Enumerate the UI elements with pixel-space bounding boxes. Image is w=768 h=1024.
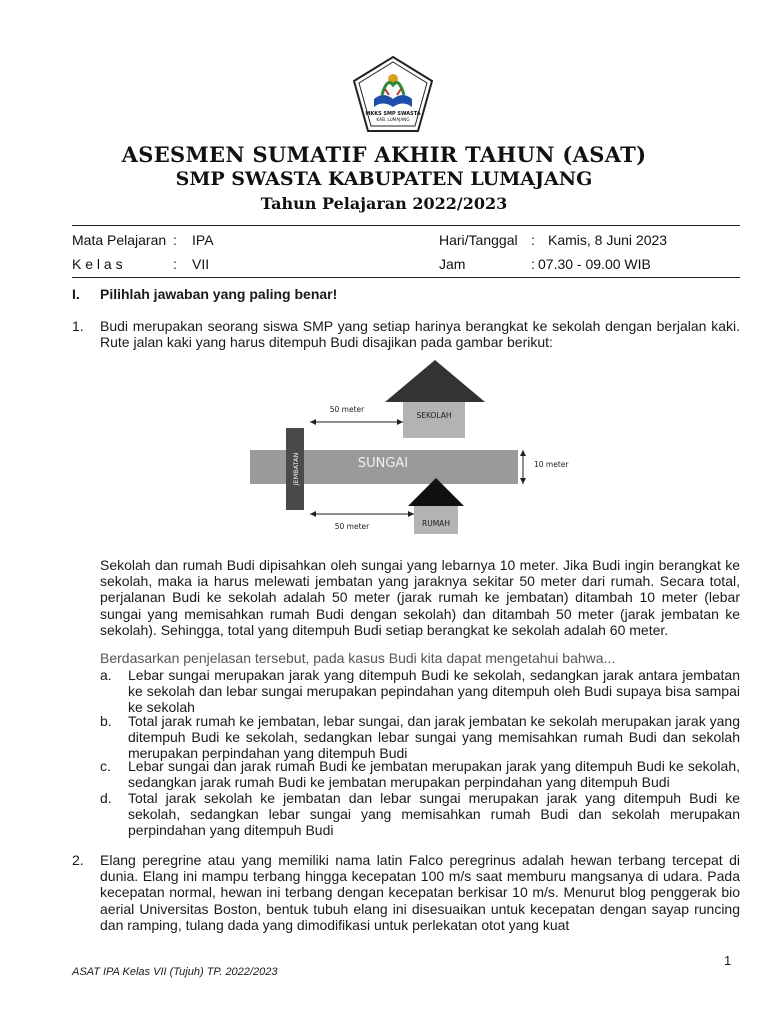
school-subtitle: SMP SWASTA KABUPATEN LUMAJANG [175, 168, 593, 190]
footer-text: ASAT IPA Kelas VII (Tujuh) TP. 2022/2023 [72, 966, 278, 978]
option-a-text: Lebar sungai merupakan jarak yang ditempuh Budi ke sekolah, sedangkan jarak antara jembatan ke sekolah dan lebar sungai merupakan pepindahan yang ditempuh oleh Budi supaya bisa sampai ke sekolah [128, 667, 740, 716]
logo-text-line1: MKKS SMP SWASTA [365, 111, 421, 117]
question-2-number: 2. [72, 852, 84, 868]
section-instruction: Pilihlah jawaban yang paling benar! [100, 286, 338, 302]
question-1-stem: Berdasarkan penjelasan tersebut, pada kasus Budi kita dapat mengetahui bahwa... [100, 650, 616, 666]
school-building [403, 402, 465, 438]
logo-text-line2: KAB. LUMAJANG [376, 117, 410, 122]
subject-label: Mata Pelajaran [72, 232, 167, 248]
option-c-letter: c. [100, 758, 111, 774]
class-value: VII [192, 256, 210, 272]
school-logo [352, 55, 434, 133]
option-c-text: Lebar sungai dan jarak rumah Budi ke jembatan merupakan jarak yang ditempuh Budi ke sekolah, sedangkan jarak rumah Budi ke jembatan merupakan perpindahan yang ditempuh Budi [128, 758, 740, 791]
option-b-text: Total jarak rumah ke jembatan, lebar sungai, dan jarak jembatan ke sekolah merupakan jarak yang ditempuh Budi ke sekolah, sedangkan lebar sungai yang memisahkan rumah Budi dan sekolah merupakan perpindahan yang ditempuh Budi [128, 713, 740, 762]
school-label: SEKOLAH [416, 411, 452, 420]
question-2-text: Elang peregrine atau yang memiliki nama latin Falco peregrinus adalah hewan terbang tercepat di dunia. Elang ini mampu terbang hingga kecepatan 100 m/s saat memburu mangsanya di udara. Pada kecepatan normal, hewan ini terbang dengan kecepatan berkisar 10 m/s. Menurut blog penggerak bio aerial Universitas Boston, bentuk tubuh elang ini disesuaikan untuk kecepatan dengan sayap runcing dan ramping, tulang dada yang dimodifikasi untuk perlekatan otot yang kuat [100, 852, 740, 933]
time-colon: : [531, 256, 535, 272]
question-1-body: Sekolah dan rumah Budi dipisahkan oleh sungai yang lebarnya 10 meter. Jika Budi ingin berangkat ke sekolah, maka ia harus melewati jembatan yang jaraknya sekitar 50 meter dari rumah. Secara total, perjalanan Budi ke sekolah adalah 50 meter (jarak rumah ke jembatan) ditambah 10 meter (lebar sungai yang memisahkan rumah Budi dengan sekolah) dan ditambah 50 meter (jarak jembatan ke sekolah). Sehingga, total yang ditempuh Budi setiap berangkat ke sekolah adalah 60 meter. [100, 557, 740, 638]
bridge-label: JEMBATAN [292, 452, 300, 486]
section-number: I. [72, 286, 80, 302]
question-1-number: 1. [72, 318, 84, 334]
route-diagram [240, 358, 580, 540]
date-value: Kamis, 8 Juni 2023 [548, 232, 668, 248]
header-divider [72, 225, 740, 226]
question-1-intro: Budi merupakan seorang siswa SMP yang setiap harinya berangkat ke sekolah dengan berjalan kaki. Rute jalan kaki yang harus ditempuh Budi disajikan pada gambar berikut: [100, 318, 740, 351]
class-label: K e l a s [72, 256, 123, 272]
river-label: SUNGAI [357, 456, 409, 471]
school-roof [385, 360, 485, 402]
question-1-option-c[interactable] [100, 758, 740, 792]
subject-value: IPA [192, 232, 214, 248]
question-1-option-d[interactable] [100, 790, 740, 840]
class-colon: : [173, 256, 177, 272]
section-heading [72, 286, 337, 302]
info-divider [72, 277, 740, 278]
time-label: Jam [439, 256, 466, 272]
page-number: 1 [724, 953, 732, 968]
date-label: Hari/Tanggal [439, 232, 518, 248]
home-label: RUMAH [422, 519, 450, 528]
option-d-text: Total jarak sekolah ke jembatan dan lebar sungai merupakan jarak yang ditempuh Budi ke sekolah, sedangkan lebar sungai yang memisahkan rumah Budi dan sekolah merupakan perpindahan yang ditempuh Budi [128, 790, 740, 839]
option-a-letter: a. [100, 667, 112, 683]
question-1-option-a[interactable] [100, 667, 740, 717]
top-distance-label: 50 meter [329, 405, 365, 414]
date-colon: : [531, 232, 535, 248]
option-d-letter: d. [100, 790, 112, 806]
time-value: 07.30 - 09.00 WIB [538, 256, 651, 272]
bottom-distance-label: 50 meter [334, 522, 370, 531]
river-width-label: 10 meter [534, 460, 569, 469]
academic-year: Tahun Pelajaran 2022/2023 [260, 194, 508, 213]
option-b-letter: b. [100, 713, 112, 729]
exam-title: ASESMEN SUMATIF AKHIR TAHUN (ASAT) [121, 142, 647, 167]
question-1-option-b[interactable] [100, 713, 740, 763]
subject-colon: : [173, 232, 177, 248]
